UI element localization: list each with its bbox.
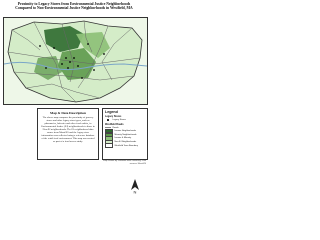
- legend-item-boundary: [105, 144, 147, 147]
- map-poster: [0, 0, 149, 198]
- legend-box: [102, 108, 148, 160]
- legend-item-stores: [105, 119, 147, 122]
- legend-store-heading: Legacy Stores: [105, 115, 122, 118]
- store-point-icon: [105, 119, 111, 121]
- legend-label: Non-EJ Neighborhoods: [114, 141, 137, 144]
- legend-label: Minority Neighborhoods: [114, 133, 137, 136]
- north-arrow: [128, 178, 142, 199]
- map-title: Proximity to Legacy Stores from Environmental Justice Neighborhoods Compared to Non-Environmental Justice Neighborhoods in Westfield, MA: [15, 2, 133, 11]
- legend-roads-heading: Westfield Roads: [105, 122, 124, 126]
- description-text: The above map compares the proximity of grocery stores and other legacy store types, such as pharmacies, bakeries and other food outlets, in Environmental Justice (EJ) neighborhoods to those in Non-EJ neighborhoods. The EJ neighborhood data comes from MassGIS and the legacy store information was collected using a reference database of the retail food environment. This map was created as part of a food access study.: [41, 115, 95, 144]
- swatch-icon: [105, 143, 113, 147]
- map-frame[interactable]: [3, 17, 148, 105]
- road-line-icon: [105, 127, 111, 128]
- legend-label: Roads: [112, 126, 119, 129]
- description-heading: Map & Data Description: [50, 110, 86, 115]
- description-box: [37, 108, 99, 160]
- north-arrow-icon: [128, 178, 142, 194]
- north-label: N: [133, 189, 137, 194]
- legend-title: Legend: [105, 110, 118, 114]
- legend-label: Westfield Town Boundary: [114, 144, 138, 147]
- legend-label: Legacy Stores: [112, 119, 126, 122]
- legend-label: Income & Minority: [114, 137, 132, 140]
- legend-label: Income Neighborhoods: [114, 130, 136, 133]
- author-credit: Map created by: Westfield State University, Data sources: MassGIS: [103, 160, 146, 165]
- town-map: [4, 18, 147, 104]
